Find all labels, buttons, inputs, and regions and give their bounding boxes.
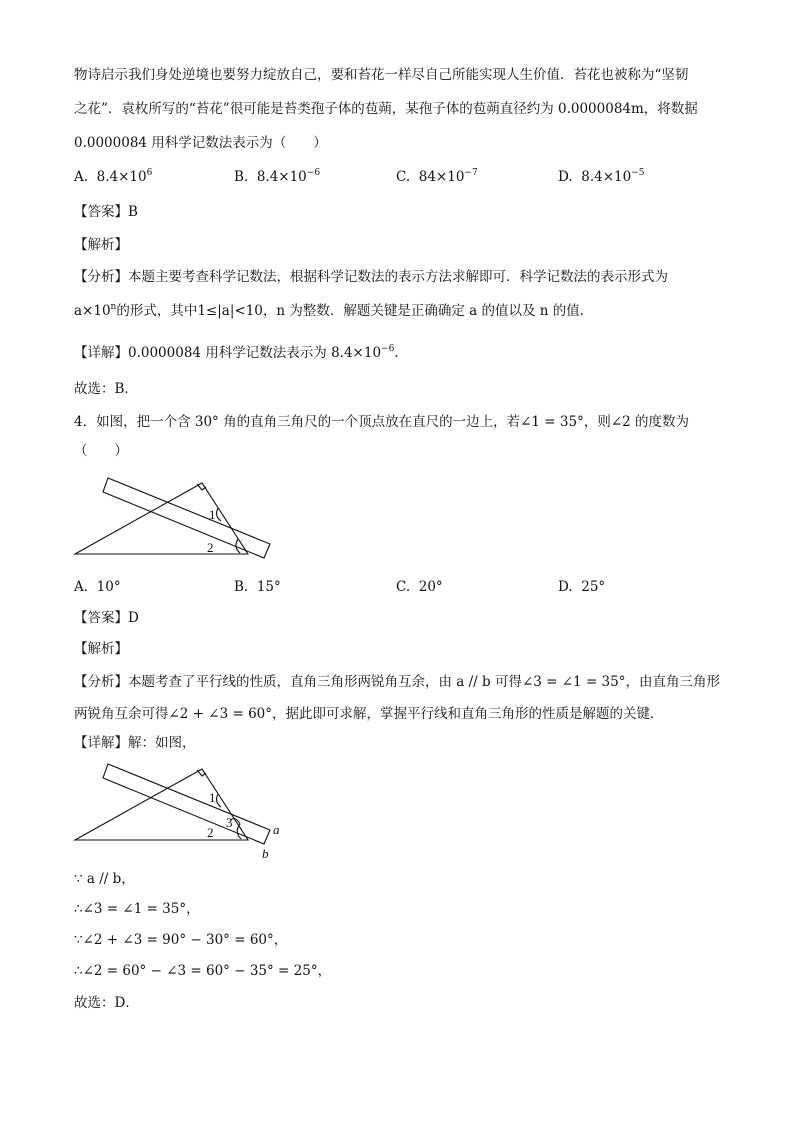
q4-option-b: B. 15° [234,579,281,595]
solution-triangle-shape [75,769,248,840]
angle-1-label: 1 [209,507,216,522]
q4-step-4: ∴∠2 = 60° − ∠3 = 60° − 35° = 25°， [74,963,332,979]
triangle-shape [75,483,248,554]
line-b-label: b [262,846,269,861]
solution-angle-2-label: 2 [207,825,214,840]
q3-option-d: D. $8.4\times 10^{-5}$ [558,168,645,185]
q4-option-d: D. 25° [558,579,606,595]
q3-option-c: C. $84\times 10^{-7}$ [396,168,478,185]
solution-figure [70,762,290,862]
q4-step-2: ∴∠3 = ∠1 = 35°， [74,901,200,917]
q3-answer: 【答案】B [74,204,138,220]
q4-step-1: ∵ a // b， [74,871,135,887]
solution-angle-2-arc [237,824,241,839]
ruler-triangle-figure [70,476,280,560]
angle-1-arc [217,508,221,521]
solution-angle-1-label: 1 [209,790,216,805]
q4-choice: 故选：D． [74,995,139,1011]
q3-stem-line3: 0.0000084 用科学记数法表示为（ ） [74,135,327,151]
q4-detail-heading: 【详解】解：如图， [74,735,196,751]
q3-fenxi-line1: 【分析】本题主要考查科学记数法，根据科学记数法的表示方法求解即可．科学记数法的表示形式为 [74,269,668,285]
q3-analysis-heading: 【解析】 [74,237,128,253]
q4-step-3: ∵∠2 + ∠3 = 90° − 30° = 60°， [74,932,288,948]
q3-stem-line2: 之花”．袁枚所写的“苔花”很可能是苔类孢子体的苞蒴，某孢子体的苞蒴直径约为 0.0000084m，将数据 [74,101,698,117]
q4-analysis-heading: 【解析】 [74,641,128,657]
q3-fenxi-line2: $a\times 10^n$的形式，其中1≤|a|<10，n 为整数．解题关键是正确确定 a 的值以及 n 的值． [74,302,594,319]
q3-detail: 【详解】0.0000084 用科学记数法表示为 $8.4\times 10^{-6}$． [74,344,408,361]
q4-stem-line1: 4．如图，把一个含 30° 角的直角三角尺的一个顶点放在直尺的一边上，若∠1 = 35°，则∠2 的度数为 [74,414,690,430]
q4-option-c: C. 20° [396,579,443,595]
q4-option-a: A. 10° [74,579,121,595]
q3-choice: 故选：B． [74,381,138,397]
ruler-shape [103,478,270,558]
q4-fenxi-line1: 【分析】本题考查了平行线的性质，直角三角形两锐角互余，由 a // b 可得∠3 = ∠1 = 35°，由直角三角形 [74,674,720,690]
angle-2-label: 2 [207,540,214,555]
q4-stem-line2: （ ） [74,443,128,459]
solution-angle-3-label: 3 [226,815,233,830]
q4-fenxi-line2: 两锐角互余可得∠2 + ∠3 = 60°，据此即可求解，掌握平行线和直角三角形的性质是解题的关键． [74,706,664,722]
solution-ruler-shape [103,764,270,844]
line-a-label: a [273,822,280,837]
q3-option-a: A. $8.4\times 10^6$ [74,168,153,185]
q4-answer: 【答案】D [74,610,139,626]
q3-option-b: B. $8.4\times 10^{-6}$ [234,168,321,185]
solution-angle-1-arc [217,794,221,807]
q3-stem-line1: 物诗启示我们身处逆境也要努力绽放自己，要和苔花一样尽自己所能实现人生价值．苔花也被称为“坚韧 [74,67,689,83]
